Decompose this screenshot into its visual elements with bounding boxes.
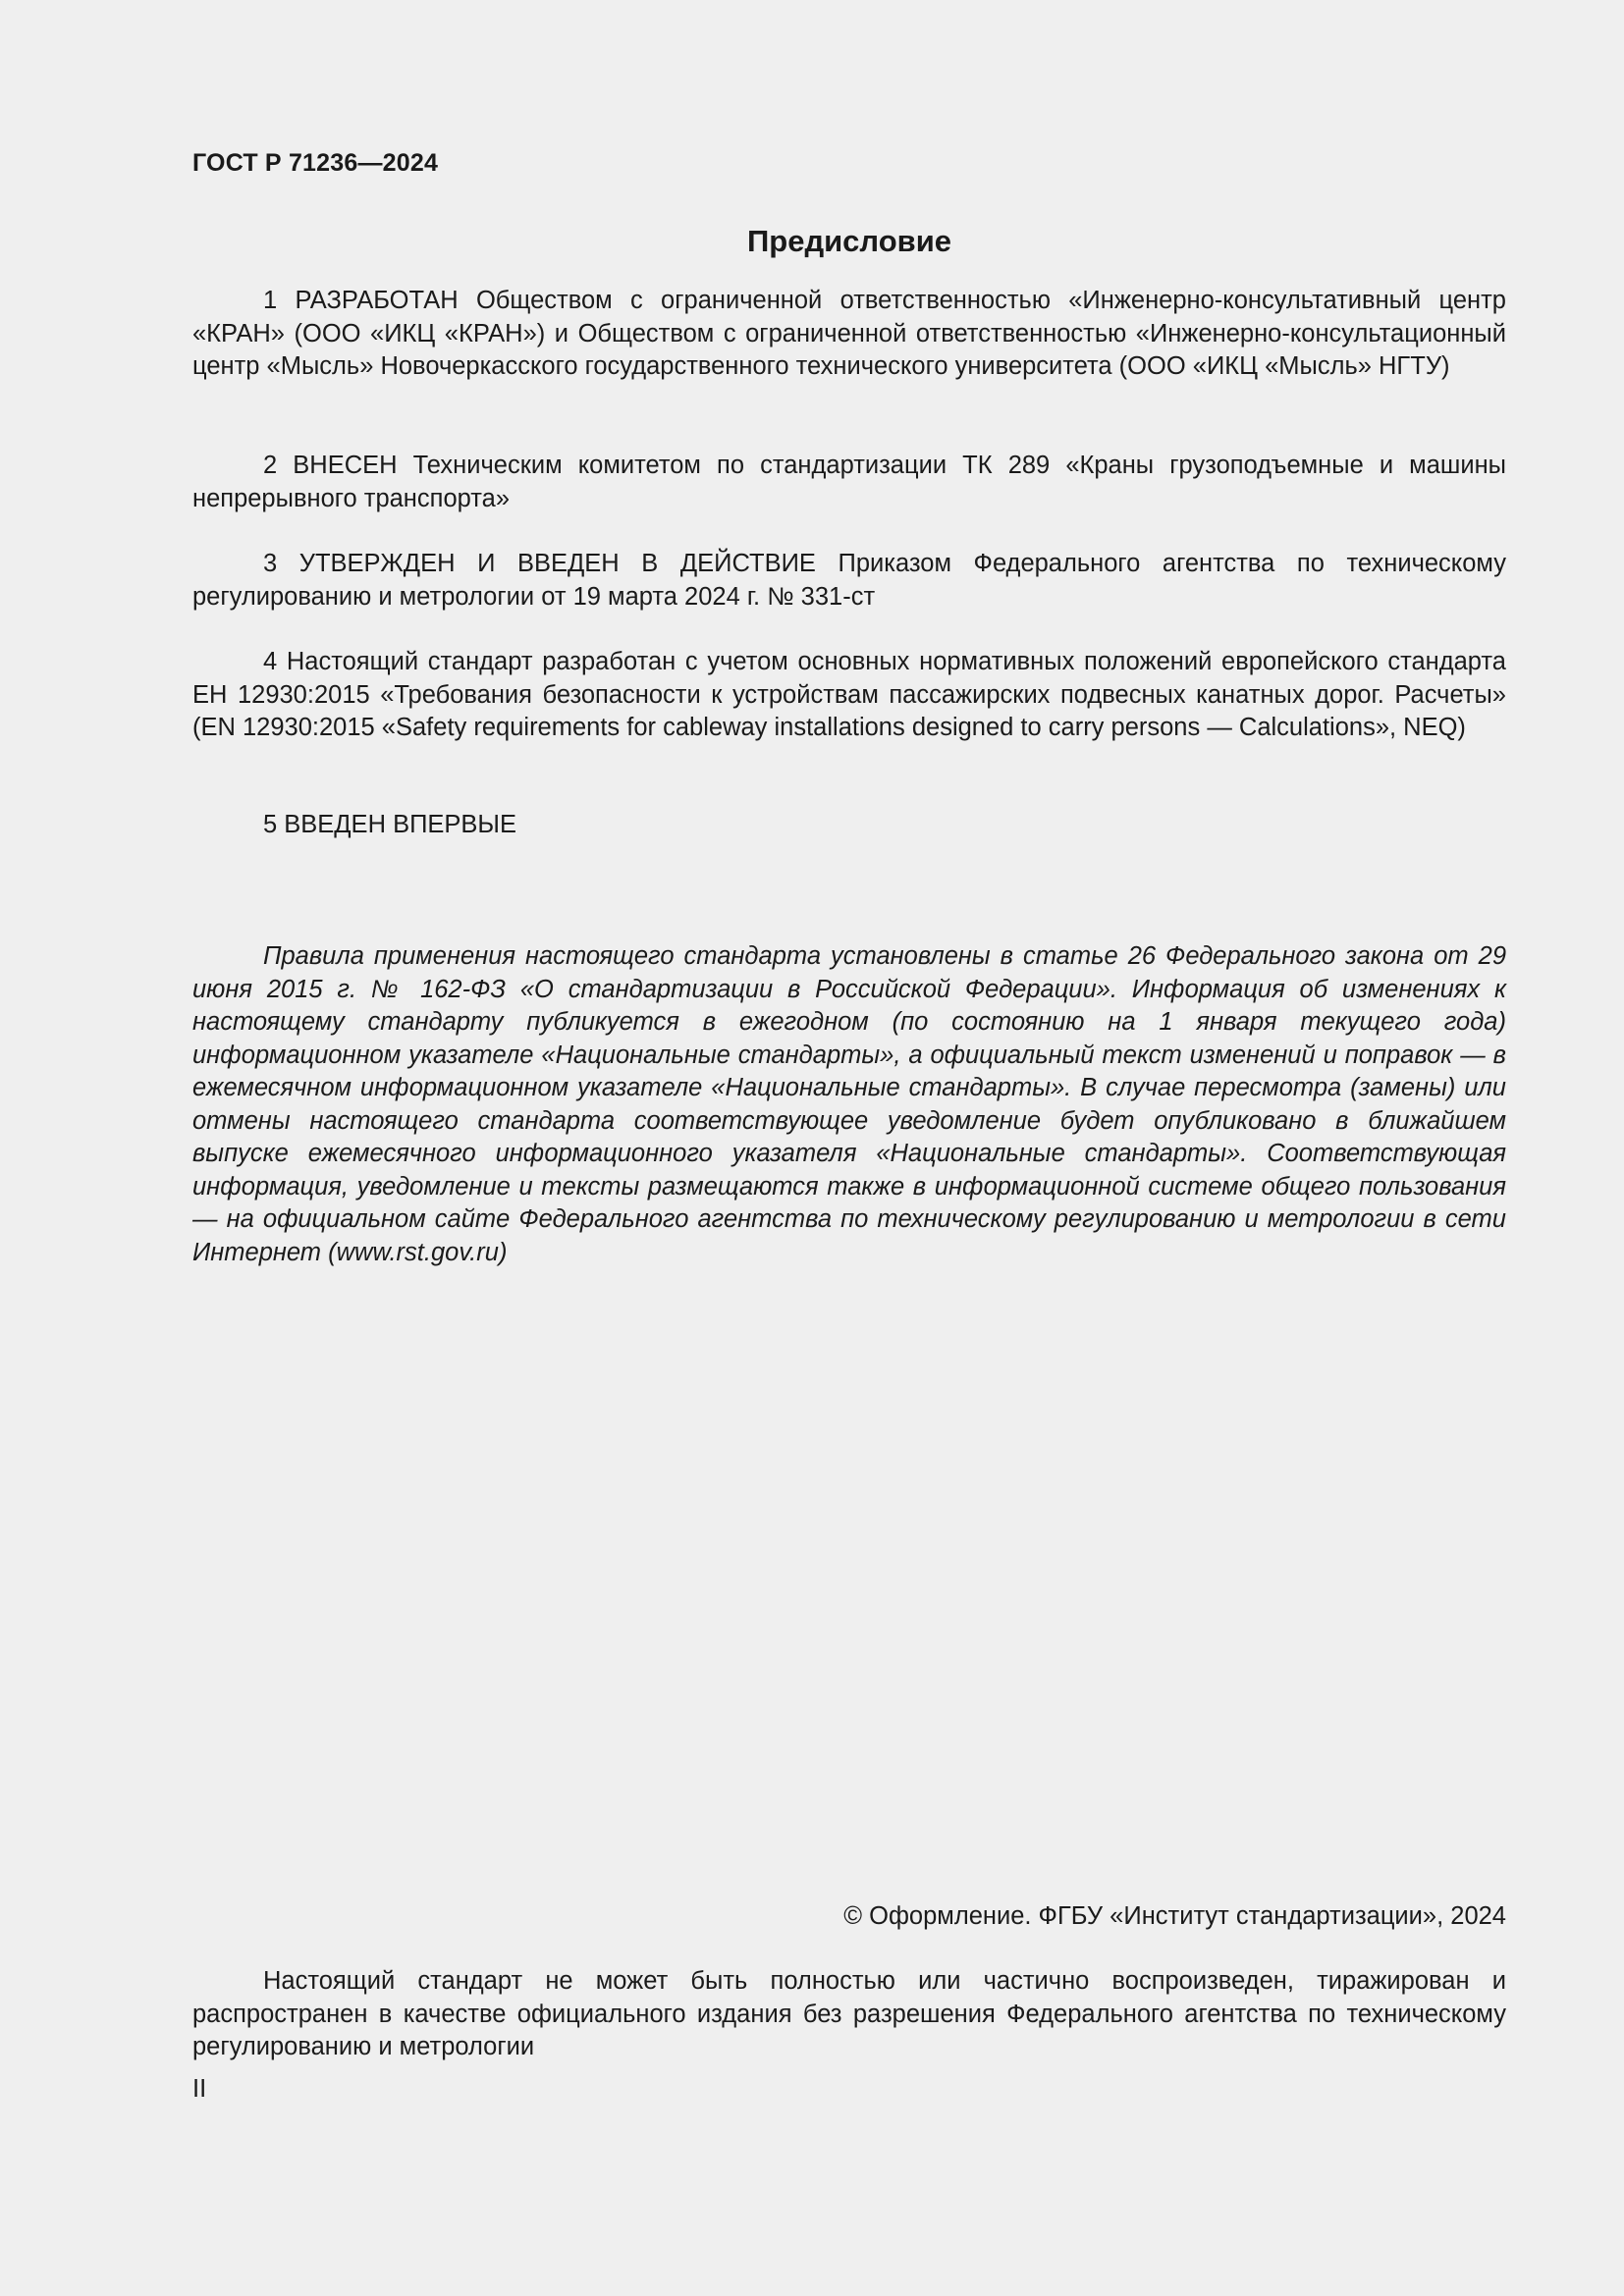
copyright-line: © Оформление. ФГБУ «Институт стандартизации», 2024	[843, 1902, 1506, 1930]
foreword-item-1: 1 РАЗРАБОТАН Обществом с ограниченной ответственностью «Инженерно-консультативный центр «КРАН» (ООО «ИКЦ «КРАН») и Обществом с ограниченной ответственностью «Инженерно-консультационный центр «Мысль» Новочеркасского государственного технического университета (ООО «ИКЦ «Мысль» НГТУ)	[192, 287, 1506, 380]
foreword-item-4: 4 Настоящий стандарт разработан с учетом основных нормативных положений европейского стандарта ЕН 12930:2015 «Требования безопасности к устройствам пассажирских подвесных канатных дорог. Расчеты» (EN 12930:2015 «Safety requirements for cableway installations designed to carry persons — Calculations», NEQ)	[192, 648, 1506, 741]
page-title: Предисловие	[746, 224, 951, 258]
page-number: II	[192, 2075, 207, 2103]
rules-note: Правила применения настоящего стандарта установлены в статье 26 Федерального закона от 29 июня 2015 г. № 162-ФЗ «О стандартизации в Российской Федерации». Информация об изменениях к настоящему стандарту публикуется в ежегодном (по состоянию на 1 января текущего года) информационном указателе «Национальные стандарты», а официальный текст изменений и поправок — в ежемесячном информационном указателе «Национальные стандарты». В случае пересмотра (замены) или отмены настоящего стандарта соответствующее уведомление будет опубликовано в ближайшем выпуске ежемесячного информационного указателя «Национальные стандарты». Соответствующая информация, уведомление и тексты размещаются также в информационной системе общего пользования — на официальном сайте Федерального агентства по техническому регулированию и метрологии в сети Интернет (www.rst.gov.ru)	[192, 942, 1506, 1266]
foreword-item-2: 2 ВНЕСЕН Техническим комитетом по стандартизации ТК 289 «Краны грузоподъемные и машины непрерывного транспорта»	[192, 452, 1506, 512]
foreword-item-5: 5 ВВЕДЕН ВПЕРВЫЕ	[263, 811, 517, 838]
foreword-item-3: 3 УТВЕРЖДЕН И ВВЕДЕН В ДЕЙСТВИЕ Приказом Федерального агентства по техническому регулированию и метрологии от 19 марта 2024 г. № 331-ст	[192, 550, 1506, 611]
document-header: ГОСТ Р 71236—2024	[192, 149, 439, 177]
reproduction-notice: Настоящий стандарт не может быть полностью или частично воспроизведен, тиражирован и распространен в качестве официального издания без разрешения Федерального агентства по техническому регулированию и метрологии	[192, 1967, 1506, 2060]
